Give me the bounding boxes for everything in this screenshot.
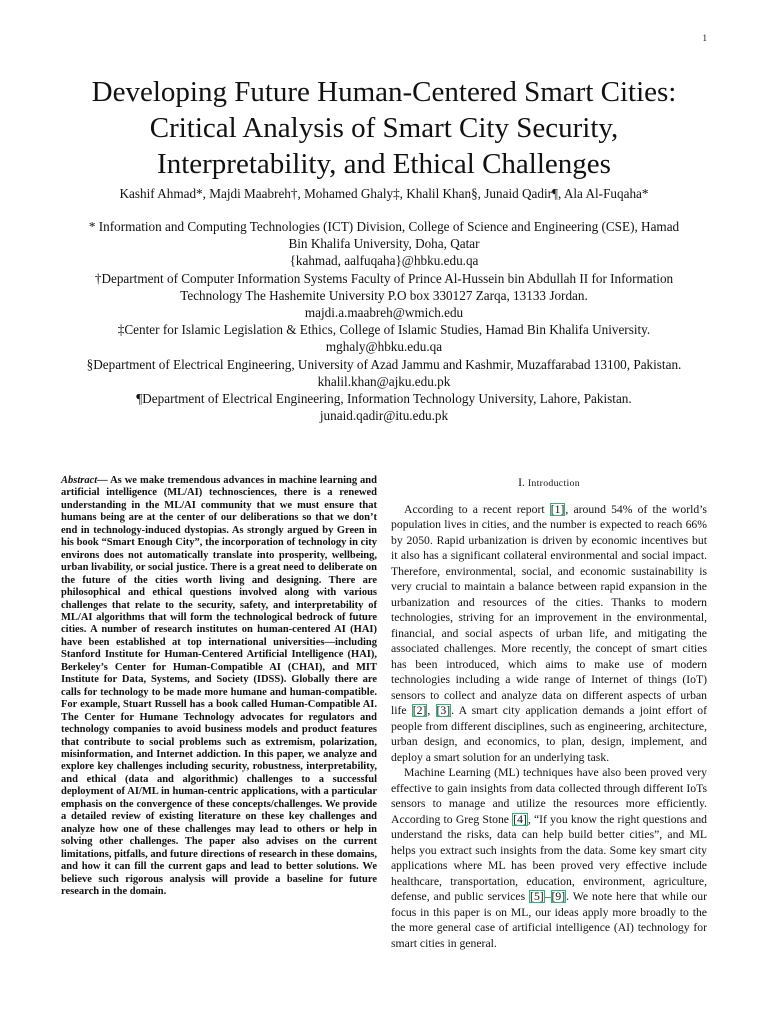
intro-paragraph-1: [391, 502, 707, 766]
paragraph-text: –: [544, 890, 551, 903]
affiliation-email: mghaly@hbku.edu.qa: [325, 339, 443, 355]
paragraph-text: . A smart city application demands a joint effort of people from different disciplines, such as engineering, architecture, urban design, and economics, to plan, design, implement, and deploy a smart solution for an underlying task.: [391, 704, 708, 764]
citation-link[interactable]: [2]: [412, 704, 427, 717]
affiliations: [56, 218, 712, 424]
author-list: Kashif Ahmad*, Majdi Maabreh†, Mohamed Ghaly‡, Khalil Khan§, Junaid Qadir¶, Ala Al-Fuqaha*: [119, 186, 649, 201]
paragraph-text: , around 54% of the world’s population lives in cities, and the number is expected to reach 66% by 2050. Rapid urbanization is driven by economic incentives but it also has a significant collateral environmental and social impact. Therefore, environmental, social, and economic sustainability is very crucial to maintain a balance between rapid expansion in the urbanization and resources of the cities. Thanks to modern technologies, striving for an improvement in the environmental, financial, and social aspects of urban life, and mitigating the associated challenges. More recently, the concept of smart cities has been introduced, which aims to make use of modern technologies including a wide range of Internet of things (IoT) sensors to collect and analyze data on different aspects of urban life: [391, 502, 707, 717]
affiliation-line: §Department of Electrical Engineering, University of Azad Jammu and Kashmir, Muzaffarabad 13100, Pakistan.: [86, 356, 682, 372]
paragraph-text: ,: [427, 704, 436, 717]
affiliation-email: {kahmad, aalfuqaha}@hbku.edu.qa: [289, 253, 479, 269]
paragraph-text: . We note here that while our focus in this paper is on ML, our ideas apply more broadly to the the more general case of artificial intelligence (AI) technology for smart cities in general.: [391, 890, 708, 950]
affiliation-line: Bin Khalifa University, Doha, Qatar: [288, 236, 480, 252]
paragraph-text: Machine Learning (ML) techniques have also been proved very effective to gain insights from data collected through different IoTs sensors to manage and utilize the resources more efficiently. According to Greg Stone: [391, 766, 707, 826]
affiliation-line: †Department of Computer Information Systems Faculty of Prince Al-Hussein bin Abdullah II for Information: [94, 270, 674, 286]
abstract-text: — As we make tremendous advances in machine learning and artificial intelligence (ML/AI) technosciences, there is a renewed understanding in the ML/AI community that we must ensure that humans being are at the center of our deliberations so that we don’t end in technology-induced dystopias. As strongly argued by Green in his book “Smart Enough City”, the incorporation of technology in city environs does not automatically translate into prosperity, wellbeing, urban livability, or social justice. There is a great need to deliberate on the future of the cities worth living and designing. There are philosophical and ethical questions involved along with various challenges that relate to the security, safety, and interpretability of ML/AI algorithms that will form the technological bedrock of future cities. A number of research institutes on human-centered AI (HAI) have been established at top international universities—including Stanford Institute for Human-Centered Artificial Intelligence (HAI), Berkeley’s Center for Human-Compatible AI (CHAI), and MIT Institute for Data, Systems, and Society (IDSS). Globally there are calls for technology to be made more humane and human-compatible. For example, Stuart Russell has a book called Human-Compatible AI. The Center for Humane Technology advocates for regulators and technology companies to avoid business models and product features that contribute to social problems such as extremism, polarization, misinformation, and Internet addiction. In this paper, we analyze and explore key challenges including security, robustness, interpretability, and ethical (data and algorithmic) challenges to a successful deployment of AI/ML in human-centric applications, with a particular emphasis on the convergence of these concepts/challenges. We provide a detailed review of existing literature on these key challenges and analyze how one of these challenges may lead to others or help in solving other challenges. The paper also advises on the current limitations, pitfalls, and future directions of research in these domains, and how it can fill the current gaps and lead to better solutions. We believe such rigorous analysis will provide a baseline for future research in the domain.: [61, 475, 377, 897]
section-heading: [391, 475, 707, 492]
affiliation-line: ¶Department of Electrical Engineering, Information Technology University, Lahore, Pakistan.: [136, 391, 632, 407]
section-title: Introduction: [527, 478, 580, 489]
citation-link[interactable]: [1]: [550, 502, 565, 516]
affiliation-line: ‡Center for Islamic Legislation & Ethics, College of Islamic Studies, Hamad Bin Khalifa University.: [117, 322, 651, 338]
citation-link[interactable]: [9]: [551, 890, 566, 903]
intro-paragraph-2: [391, 765, 707, 951]
citation-link[interactable]: [4]: [513, 812, 527, 826]
page-number: 1: [702, 33, 707, 43]
paragraph-text: , “If you know the right questions and understand the risks, data can help build better cities”, and ML helps you extract such insights from the data. Some key smart city applications where ML has been proved very effective include healthcare, transportation, education, environment, agriculture, defense, and public services: [391, 812, 708, 903]
affiliation-email: majdi.a.maabreh@wmich.edu: [304, 305, 464, 321]
affiliation-email: khalil.khan@ajku.edu.pk: [317, 373, 451, 389]
abstract-label: Abstract: [61, 475, 98, 486]
affiliation-email: junaid.qadir@itu.edu.pk: [319, 408, 449, 424]
citation-link[interactable]: [3]: [436, 704, 451, 717]
title-line: Critical Analysis of Smart City Security,: [149, 112, 619, 144]
section-number: I.: [518, 476, 528, 489]
paragraph-text: According to a recent report: [404, 502, 550, 516]
title-line: Developing Future Human-Centered Smart Cities:: [91, 76, 677, 108]
abstract: [61, 475, 377, 898]
citation-link[interactable]: [5]: [530, 890, 544, 903]
paper-title: [40, 74, 728, 182]
affiliation-line: Technology The Hashemite University P.O box 330127 Zarqa, 13133 Jordan.: [180, 287, 588, 303]
introduction-section: [391, 475, 707, 951]
affiliation-line: * Information and Computing Technologies (ICT) Division, College of Science and Engineering (CSE), Hamad: [88, 219, 680, 234]
title-line: Interpretability, and Ethical Challenges: [157, 148, 611, 180]
